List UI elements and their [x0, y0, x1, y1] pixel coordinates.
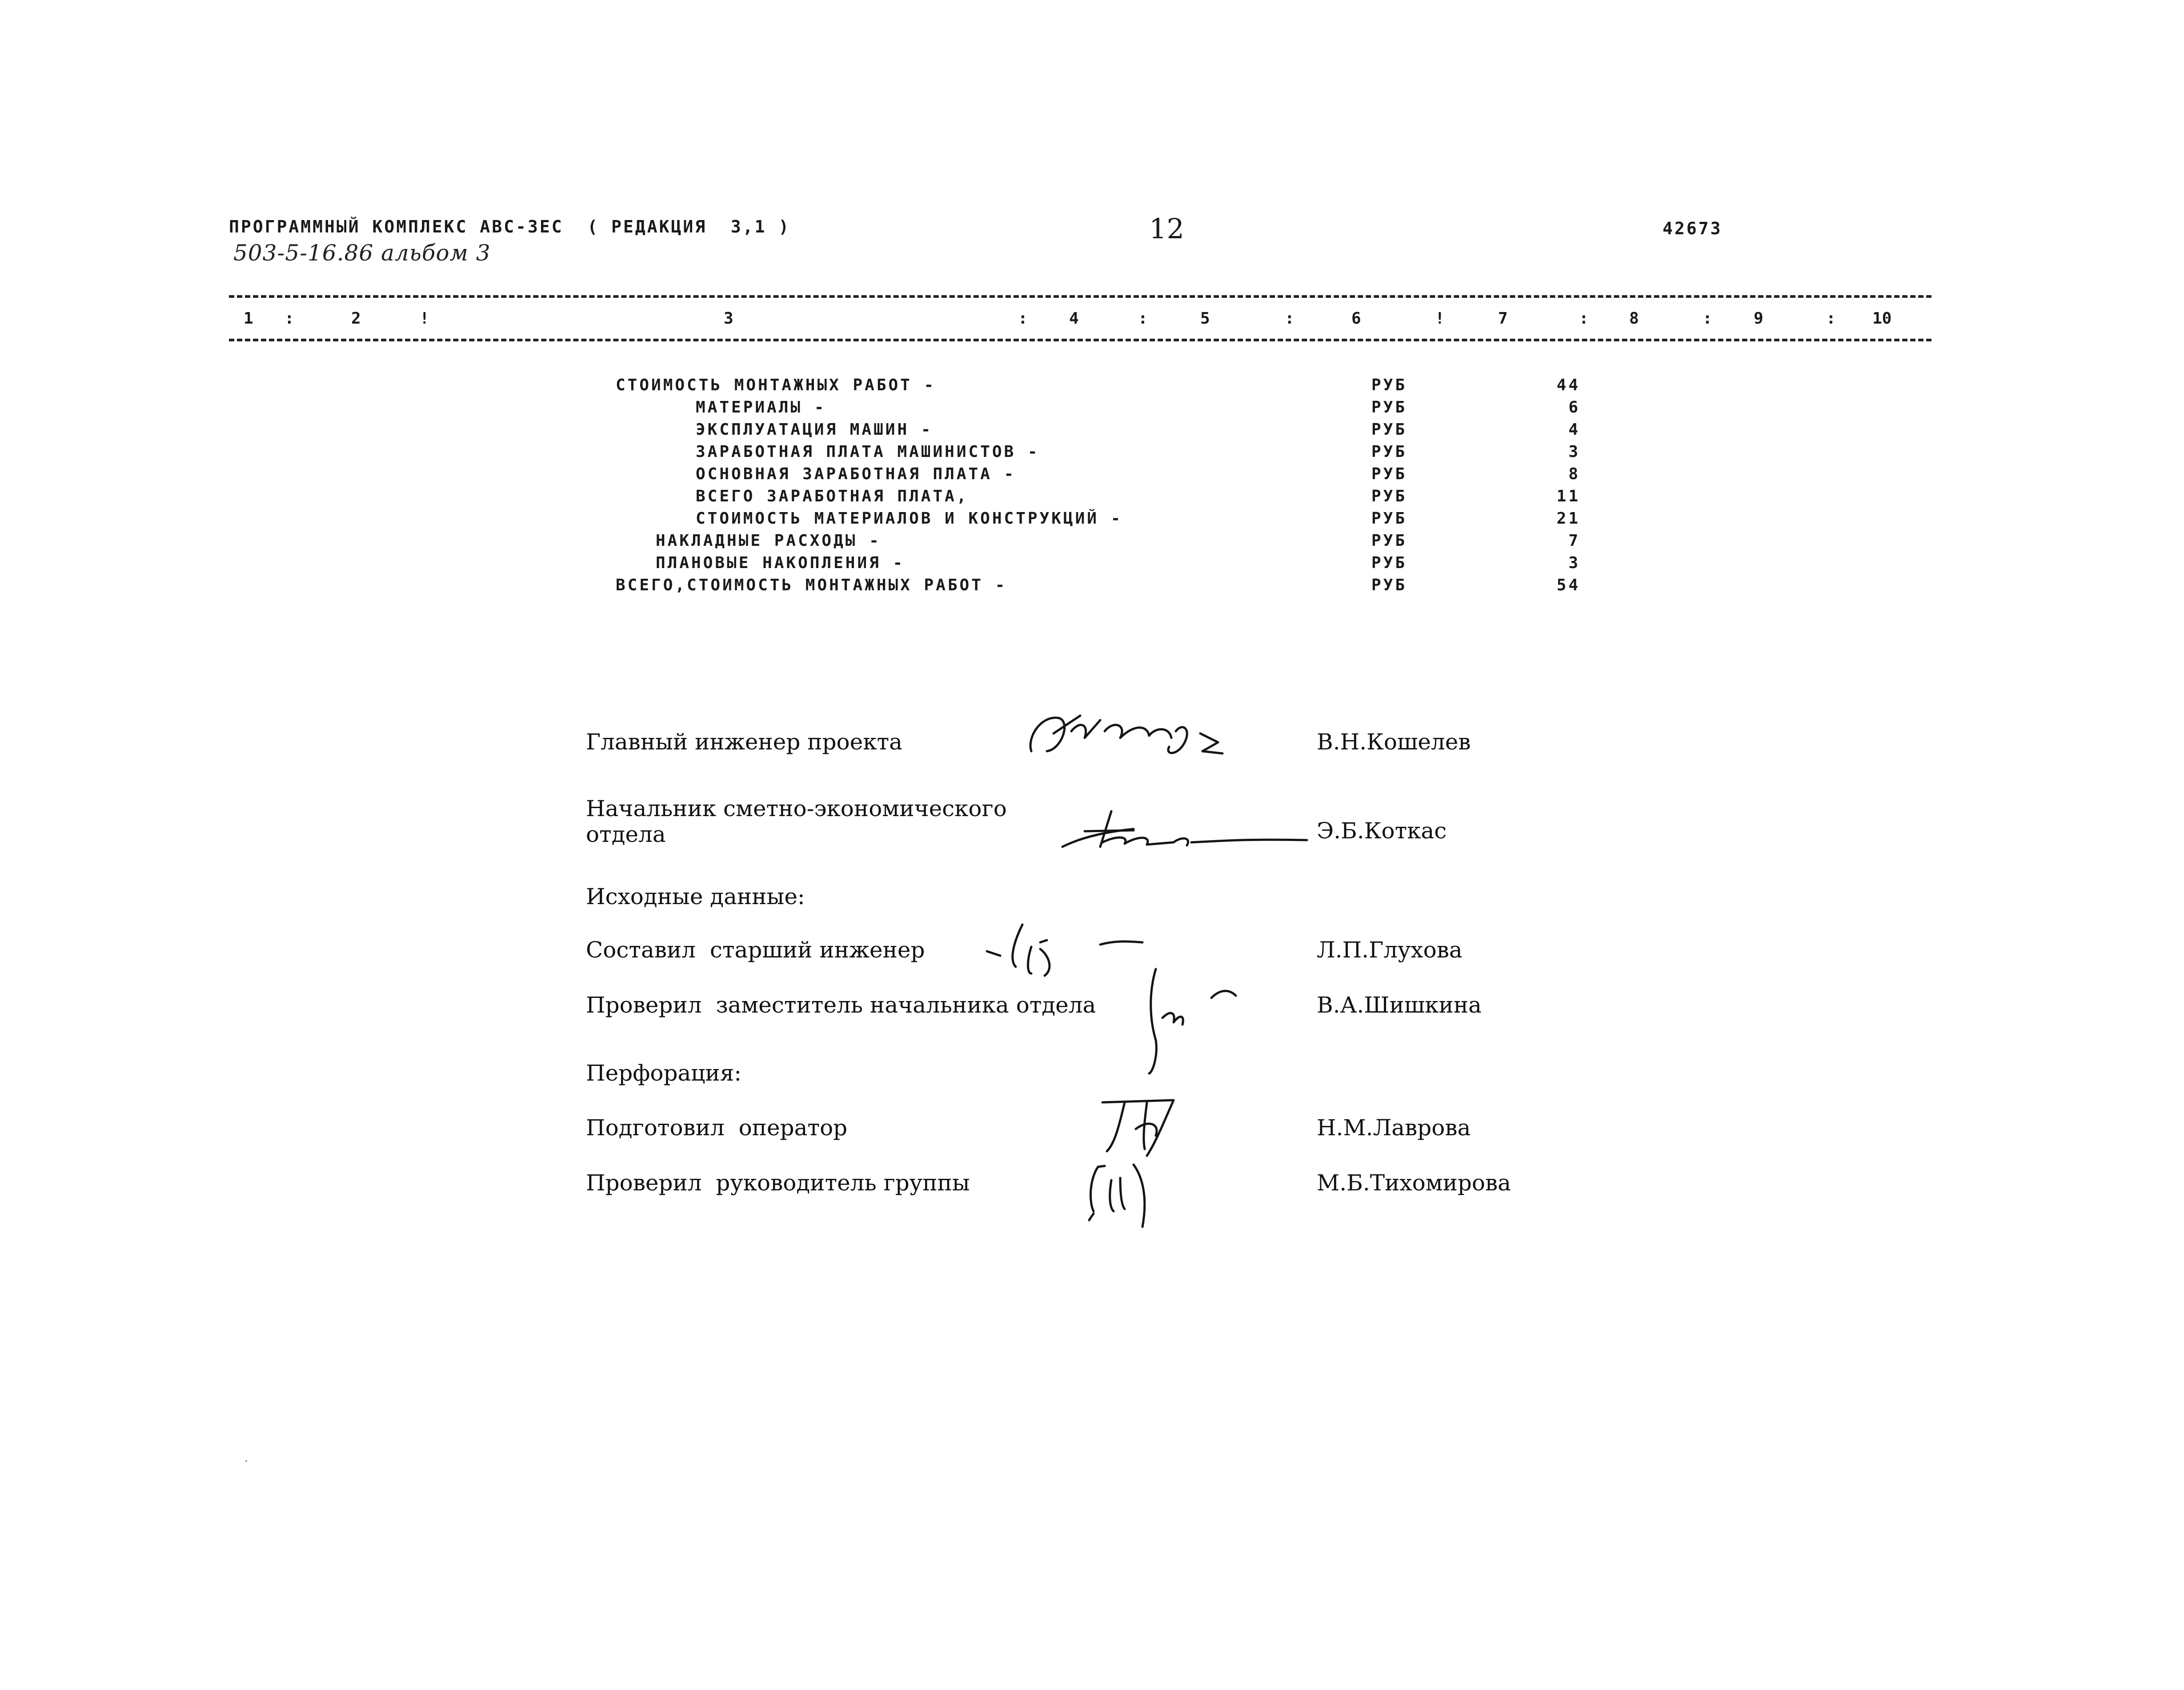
prepared-role: Подготовил оператор	[586, 1115, 848, 1141]
cost-row-value: 8	[1568, 465, 1580, 483]
cost-row-value: 11	[1556, 487, 1580, 505]
column-separator: !	[1435, 309, 1445, 328]
source-data-heading: Исходные данные:	[586, 884, 805, 909]
chief-engineer-role: Главный инженер проекта	[586, 729, 902, 755]
column-number-9: 9	[1754, 309, 1763, 328]
cost-row-unit: РУБ	[1371, 398, 1407, 416]
cost-row-value: 3	[1568, 554, 1580, 572]
page-number: 12	[1149, 212, 1184, 245]
column-separator: :	[1826, 309, 1836, 328]
column-header-top-rule	[229, 295, 1932, 298]
compiled-role: Составил старший инженер	[586, 937, 925, 963]
cost-row	[0, 576, 1580, 598]
cost-row-unit: РУБ	[1371, 554, 1407, 572]
prepared-name: Н.М.Лаврова	[1317, 1115, 1471, 1141]
column-separator: :	[1579, 309, 1589, 328]
column-separator: :	[1285, 309, 1294, 328]
column-number-4: 4	[1069, 309, 1079, 328]
cost-row-unit: РУБ	[1371, 576, 1407, 594]
checked-group-signature	[1080, 1153, 1178, 1233]
cost-row-label: ЭКСПЛУАТАЦИЯ МАШИН -	[696, 420, 933, 439]
cost-row	[0, 465, 1580, 487]
column-number-10: 10	[1872, 309, 1892, 328]
cost-row-value: 44	[1556, 376, 1580, 394]
cost-row-value: 3	[1568, 443, 1580, 461]
program-header: ПРОГРАММНЫЙ КОМПЛЕКС АВС-ЗЕС ( РЕДАКЦИЯ 3,1 )	[229, 217, 791, 236]
column-number-1: 1	[244, 309, 253, 328]
cost-row-value: 54	[1556, 576, 1580, 594]
checked-group-name: М.Б.Тихомирова	[1317, 1170, 1511, 1196]
chief-engineer-signature	[1022, 707, 1245, 765]
handwritten-reference: 503-5-16.86 альбом 3	[233, 240, 491, 266]
column-separator: :	[1138, 309, 1148, 328]
cost-row	[0, 376, 1580, 398]
cost-row-unit: РУБ	[1371, 465, 1407, 483]
compiled-name: Л.П.Глухова	[1317, 937, 1463, 963]
column-separator: :	[1703, 309, 1712, 328]
column-number-5: 5	[1200, 309, 1210, 328]
column-number-3: 3	[724, 309, 733, 328]
scan-speck	[245, 1460, 247, 1462]
cost-row	[0, 443, 1580, 465]
cost-row	[0, 509, 1580, 532]
column-separator: :	[285, 309, 294, 328]
cost-row	[0, 532, 1580, 554]
cost-row-label: МАТЕРИАЛЫ -	[696, 398, 826, 416]
cost-row-value: 21	[1556, 509, 1580, 528]
cost-row	[0, 554, 1580, 576]
column-separator: !	[420, 309, 429, 328]
cost-row	[0, 487, 1580, 509]
column-number-2: 2	[351, 309, 361, 328]
cost-row-label: ВСЕГО,СТОИМОСТЬ МОНТАЖНЫХ РАБОТ -	[616, 576, 1007, 594]
cost-row-unit: РУБ	[1371, 420, 1407, 439]
cost-row-unit: РУБ	[1371, 487, 1407, 505]
prepared-signature	[1094, 1093, 1205, 1160]
cost-row-unit: РУБ	[1371, 376, 1407, 394]
cost-row	[0, 420, 1580, 443]
checked-group-role: Проверил руководитель группы	[586, 1170, 970, 1196]
dept-head-role: Начальник сметно-экономического отдела	[586, 796, 1007, 847]
cost-row-label: ЗАРАБОТНАЯ ПЛАТА МАШИНИСТОВ -	[696, 443, 1040, 461]
column-separator: :	[1018, 309, 1028, 328]
cost-row-value: 4	[1568, 420, 1580, 439]
dept-head-name: Э.Б.Коткас	[1317, 818, 1447, 844]
column-number-6: 6	[1351, 309, 1361, 328]
cost-row	[0, 398, 1580, 420]
dept-head-signature	[1058, 805, 1325, 853]
cost-row-label: ВСЕГО ЗАРАБОТНАЯ ПЛАТА,	[696, 487, 969, 505]
cost-row-label: СТОИМОСТЬ МОНТАЖНЫХ РАБОТ -	[616, 376, 936, 394]
cost-row-label: ОСНОВНАЯ ЗАРАБОТНАЯ ПЛАТА -	[696, 465, 1016, 483]
perforation-heading: Перфорация:	[586, 1060, 742, 1086]
chief-engineer-name: В.Н.Кошелев	[1317, 729, 1471, 755]
checked-signature	[1136, 965, 1269, 1080]
document-number: 42673	[1663, 219, 1723, 238]
column-number-7: 7	[1498, 309, 1508, 328]
checked-role: Проверил заместитель начальника отдела	[586, 992, 1096, 1018]
column-header-bottom-rule	[229, 339, 1932, 341]
compiled-signature	[982, 916, 1160, 987]
checked-name: В.А.Шишкина	[1317, 992, 1482, 1018]
cost-row-unit: РУБ	[1371, 443, 1407, 461]
cost-row-label: СТОИМОСТЬ МАТЕРИАЛОВ И КОНСТРУКЦИЙ -	[696, 509, 1123, 528]
column-number-8: 8	[1629, 309, 1639, 328]
cost-row-label: ПЛАНОВЫЕ НАКОПЛЕНИЯ -	[656, 554, 905, 572]
cost-row-unit: РУБ	[1371, 532, 1407, 550]
cost-row-value: 6	[1568, 398, 1580, 416]
cost-row-unit: РУБ	[1371, 509, 1407, 528]
cost-row-value: 7	[1568, 532, 1580, 550]
cost-row-label: НАКЛАДНЫЕ РАСХОДЫ -	[656, 532, 881, 550]
